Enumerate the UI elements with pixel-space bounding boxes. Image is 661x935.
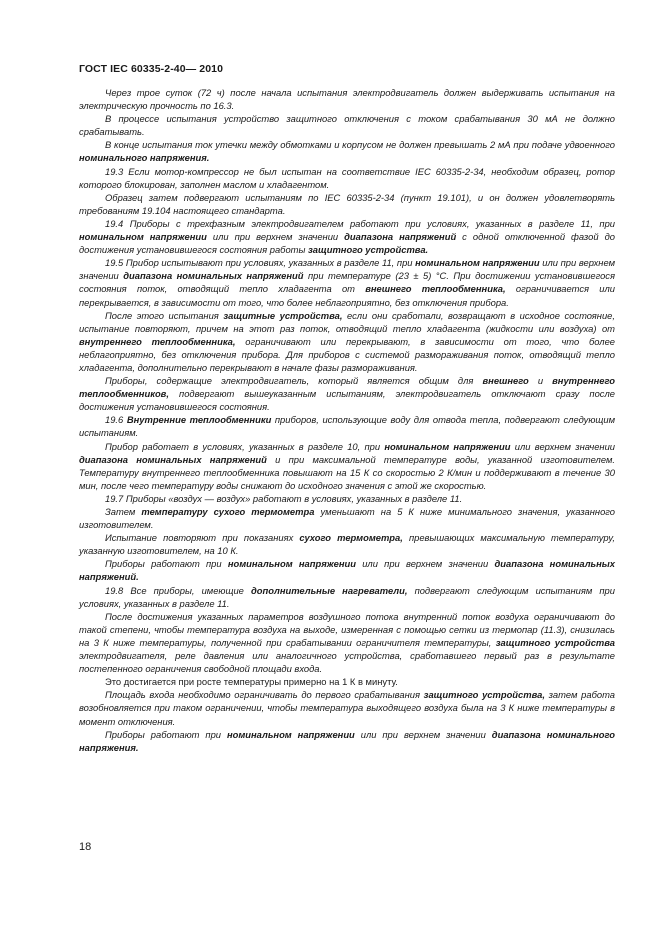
text-run: 19.5 Прибор испытывают при условиях, указанных в разделе 11, при [105, 257, 416, 269]
text-run: Приборы работают при [105, 558, 228, 570]
paragraph [79, 675, 615, 688]
term-bold: внутреннего теплообменника, [79, 335, 236, 347]
paragraph [79, 557, 615, 583]
document-header: ГОСТ IEC 60335-2-40— 2010 [79, 63, 224, 75]
term-bold: защитного устройства. [307, 244, 429, 256]
term-bold: диапазона номинальных напряжений [123, 270, 304, 282]
paragraph [79, 492, 615, 505]
paragraph [79, 112, 615, 138]
term-bold: диапазона номинальных напряжений [79, 453, 267, 465]
paragraph [79, 309, 615, 374]
text-run: затем работа возобновляется при таком ограничении, чтобы температура выходящего воздуха была на 3 К ниже температуры в момент отключения. [79, 689, 616, 727]
term-bold: диапазона номинальных напряжений. [79, 558, 615, 583]
paragraph [79, 191, 615, 217]
text-run: Затем [105, 506, 142, 517]
text-run: 19.8 Все приборы, имеющие [105, 584, 252, 596]
text-run: Испытание повторяют при показаниях [105, 532, 300, 544]
term-bold: температуру сухого термометра [141, 506, 315, 517]
term-bold: сухого термометра, [299, 532, 403, 544]
paragraph [79, 531, 615, 557]
text-run: После этого испытания [105, 309, 224, 321]
term-bold: внешнего теплообменника, [365, 283, 506, 295]
term-bold: номинальном напряжении [226, 728, 355, 740]
text-run: 19.3 Если мотор-компрессор не был испытан на соответствие IEC 60335-2-34, необходим образец, ротор которого блокирован, заполнен маслом и хладагентом. [79, 165, 615, 190]
text-run: приборов, использующие воду для отвода тепла, подвергают следующим испытаниям. [79, 414, 615, 439]
text-run: и при максимальной температуре воды, указанной изготовителем. Температуру внутреннего теплообменника повышают на 15 К со скоростью 2 К/мин и поддерживают в течение 30 мин, после чего температуру воды снижают до исходного значения с этой же скоростью. [79, 453, 615, 491]
paragraph [79, 505, 615, 531]
term-bold: защитные устройства, [223, 309, 343, 321]
paragraph [79, 584, 615, 610]
term-bold: номинальном напряжении [79, 231, 207, 243]
text-run: ограничивают или перекрывают, в зависимости от того, что более неблагоприятно, без отключения прибора. Для приборов с системой размораживания поток, отводящий тепло хладагента, дополнительно перекрывают в начале фазы размораживания. [79, 335, 615, 373]
text-run: Приборы, содержащие электродвигатель, который является общим для [105, 375, 483, 387]
text-run: ограничивается или перекрывается, в зависимости от того, что более неблагоприятно, без отключения прибора. [79, 283, 616, 308]
term-bold: защитного устройства, [423, 689, 545, 701]
text-run: уменьшают на 5 К ниже минимального значения, указанного изготовителем. [79, 506, 616, 531]
page-number: 18 [79, 841, 92, 853]
text-run: или при верхнем значении [354, 728, 492, 740]
term-bold: внешнего [482, 375, 529, 387]
text-run: подвергают следующим испытаниям при условиях, указанных в разделе 11. [79, 584, 615, 609]
term-bold: внутреннего теплообменников, [79, 375, 615, 400]
text-run: Это достигается при росте температуры примерно на 1 К в минуту. [105, 676, 398, 688]
text-run: или при верхнем значении [206, 231, 345, 243]
text-run: После достижения указанных параметров воздушного потока внутренний поток воздуха ограничивают до такой степени, чтобы температура воздуха на выходе, измеренная с помощью сетки из термопар (11.3), снизилась на 3 К ниже температуры, полученной при срабатывании ограничителя температуры, [79, 610, 615, 648]
text-run: Приборы работают при [105, 728, 227, 740]
paragraph [79, 610, 615, 675]
text-run: при температуре (23 ± 5) °С. При достижении установившегося состояния поток, отводящий тепло хладагента от [79, 270, 615, 295]
term-bold: дополнительные нагреватели, [251, 584, 408, 596]
text-run: Через трое суток (72 ч) после начала испытания электродвигатель должен выдерживать испытания на электрическую прочность по 16.3. [79, 87, 615, 112]
paragraph [79, 374, 615, 413]
text-run: или верхнем значении [510, 440, 615, 452]
text-run: В процессе испытания устройство защитного отключения с током срабатывания 30 мА не должно срабатывать. [79, 113, 615, 138]
text-run: превышающих максимальную температуру, указанную изготовителем, на 10 К. [79, 532, 615, 557]
paragraph [79, 440, 615, 492]
paragraph [79, 256, 615, 308]
term-bold: номинальном напряжении [227, 558, 356, 570]
document-body [79, 86, 615, 754]
text-run: 19.7 Приборы «воздух — воздух» работают в условиях, указанных в разделе 11. [105, 492, 463, 504]
text-run: с одной отключенной фазой до достижения установившегося состояния работы [79, 231, 615, 256]
term-bold: защитного устройства [495, 636, 616, 648]
paragraph [79, 165, 615, 191]
text-run: В конце испытания ток утечки между обмотками и корпусом не должен превышать 2 мА при подаче удвоенного [105, 139, 615, 151]
term-bold: номинальном напряжении [415, 257, 540, 269]
paragraph [79, 217, 615, 256]
paragraph [79, 728, 615, 754]
text-run: и [528, 375, 553, 387]
paragraph [79, 413, 615, 439]
text-run: электродвигателя, реле давления или аналогичного устройства, сработавшего первый раз в результате постепенного ограничения свободной площади входа. [79, 650, 615, 675]
text-run: если они сработали, возвращают в исходное состояние, испытание повторяют, причем на этот раз поток, отводящий тепло хладагента (жидкости или воздуха) от [79, 309, 615, 334]
text-run: Прибор работает в условиях, указанных в разделе 10, при [105, 440, 385, 452]
term-bold: Внутренние теплообменники [126, 414, 272, 426]
text-run: 19.6 [105, 414, 127, 426]
text-run: или при верхнем значении [79, 257, 615, 282]
term-bold: номинальном напряжении [384, 440, 511, 452]
paragraph [79, 138, 615, 164]
text-run: Образец затем подвергают испытаниям по IEC 60335-2-34 (пункт 19.101), и он должен удовлетворять требованиям 19.104 настоящего стандарта. [79, 191, 615, 216]
text-run: подвергают вышеуказанным испытаниям, электродвигатель отключают сразу после достижения установившегося состояния. [79, 388, 615, 413]
term-bold: диапазона напряжений [344, 231, 457, 243]
paragraph [79, 688, 615, 727]
term-bold: номинального напряжения. [79, 152, 210, 164]
term-bold: диапазона номинального напряжения. [79, 728, 616, 753]
text-run: Площадь входа необходимо ограничивать до первого срабатывания [105, 689, 424, 701]
paragraph [79, 86, 615, 112]
text-run: или при верхнем значении [355, 558, 495, 570]
text-run: 19.4 Приборы с трехфазным электродвигателем работают при условиях, указанных в разделе 11, при [105, 217, 615, 229]
